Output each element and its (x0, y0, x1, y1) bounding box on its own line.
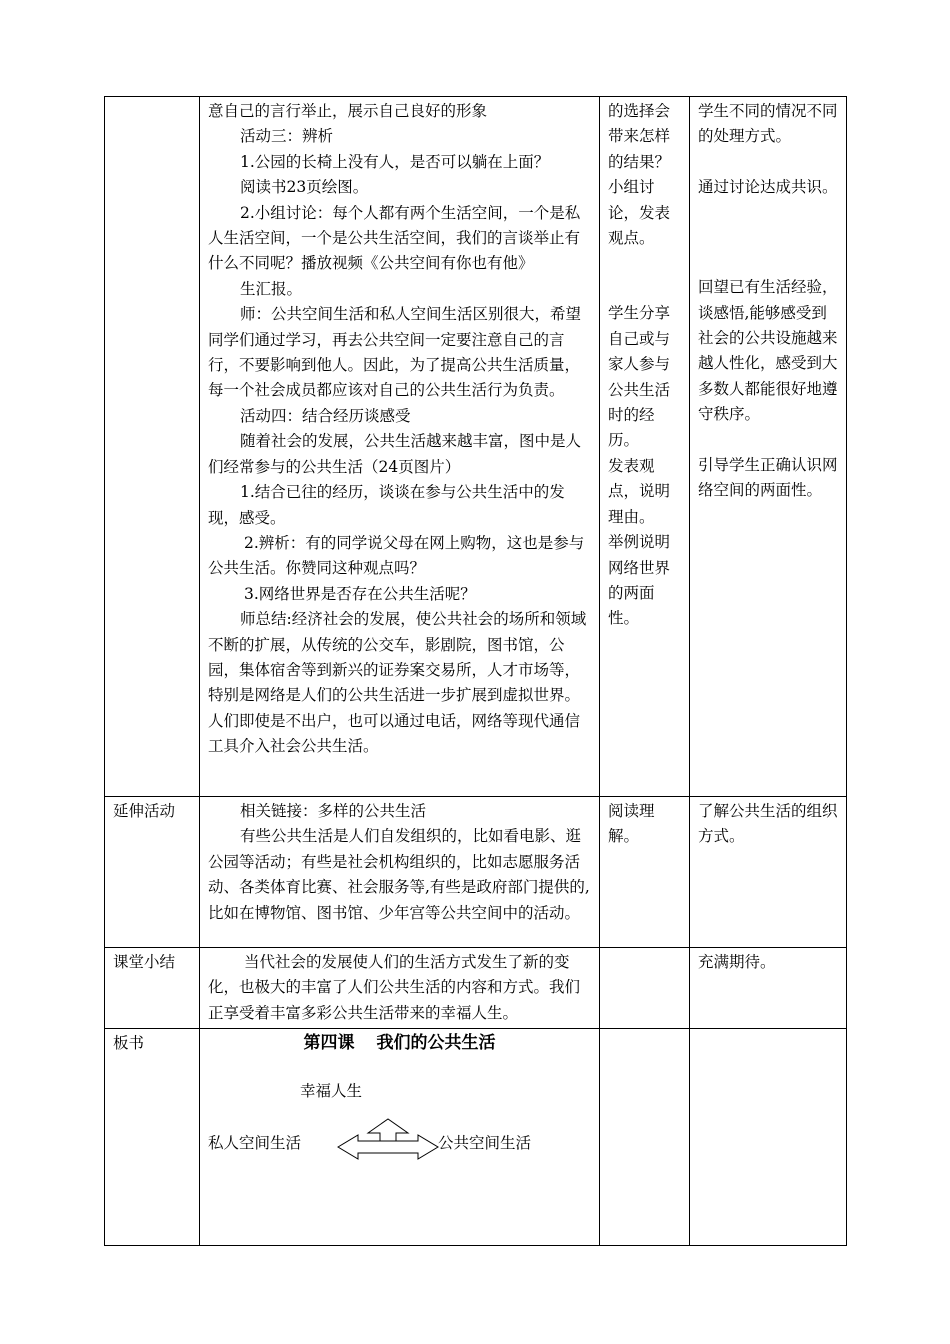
intent-cell-activities (690, 97, 847, 797)
student-note: 学生分享自己或与家人参与公共生活时的经历。 (608, 304, 671, 450)
content-cell-summary (200, 948, 600, 1029)
label-cell-board: 板书 (105, 1029, 200, 1246)
content-line: 1.公园的长椅上没有人，是否可以躺在上面？ (240, 152, 550, 171)
spacer (698, 225, 838, 250)
intent-note: 学生不同的情况不同的处理方式。 (698, 102, 838, 146)
related-link-heading: 相关链接：多样的公共生活 (240, 802, 427, 820)
student-note: 的选择会带来怎样的结果？ (608, 102, 671, 171)
table-row-activities (105, 97, 847, 797)
summary-paragraph: 当代社会的发展使人们的生活方式发生了新的变化，也极大的丰富了人们公共生活的内容和方式。我们正享受着丰富多彩公共生活带来的幸福人生。 (208, 953, 581, 1022)
student-cell-board (600, 1029, 690, 1246)
activity-three-heading: 活动三：辨析 (240, 127, 334, 146)
table-row-summary (105, 948, 847, 1029)
board-lesson-number: 第四课 (303, 1033, 355, 1054)
student-note: 小组讨论，发表观点。 (608, 178, 671, 248)
label-cell-extend: 延伸活动 (105, 797, 200, 948)
label-cell-summary: 课堂小结 (105, 948, 200, 1029)
table-row-board (105, 1029, 847, 1246)
content-line: 意自己的言行举止，展示自己良好的形象 (208, 102, 488, 120)
label-cell-empty (105, 97, 200, 797)
intent-cell-summary: 充满期待。 (690, 948, 847, 1029)
board-public-space: 公共空间生活 (438, 1134, 532, 1153)
content-paragraph: 1.结合已往的经历，谈谈在参与公共生活中的发现，感受。 (208, 483, 565, 527)
board-private-space: 私人空间生活 (208, 1134, 302, 1153)
board-title (208, 1031, 591, 1056)
spacer (608, 251, 681, 276)
student-note: 举例说明网络世界的两面性。 (608, 533, 671, 628)
content-paragraph: 有些公共生活是人们自发组织的，比如看电影、逛公园等活动；有些是社会机构组织的，比如志愿服务活动、各类体育比赛、社会服务等,有些是政府部门提供的,比如在博物馆、图书馆、少年宫等公共空间中的活动。 (208, 827, 590, 922)
content-line: 阅读书23页绘图。 (240, 178, 369, 197)
content-paragraph: 2.辨析：有的同学说父母在网上购物，这也是参与公共生活。你赞同这种观点吗？ (208, 533, 585, 578)
board-lesson-name: 我们的公共生活 (376, 1033, 496, 1054)
content-paragraph: 2.小组讨论：每个人都有两个生活空间，一个是私人生活空间，一个是公共生活空间，我们的言谈举止有什么不同呢？播放视频《公共空间有你也有他》 (208, 203, 581, 273)
content-line: 3.网络世界是否存在公共生活呢？ (244, 584, 476, 603)
board-happy-life: 幸福人生 (300, 1082, 363, 1101)
student-note: 发表观点，说明理由。 (608, 456, 671, 526)
content-cell-extend (200, 797, 600, 948)
lesson-plan-table (104, 96, 847, 1246)
content-line: 生汇报。 (240, 279, 303, 298)
content-cell-board (200, 1029, 600, 1246)
spacer (698, 428, 838, 453)
teacher-summary: 师总结:经济社会的发展，使公共社会的场所和领域不断的扩展，从传统的公交车，影剧院，图书馆，公园，集体宿舍等到新兴的证券案交易所，人才市场等，特别是网络是人们的公共生活进一步扩展到虚拟世界。人们即使是不出户，也可以通过电话，网络等现代通信工具介入社会公共生活。 (208, 610, 587, 756)
content-cell-activities (200, 97, 600, 797)
activity-four-heading: 活动四：结合经历谈感受 (240, 406, 411, 425)
intent-cell-board (690, 1029, 847, 1246)
student-cell-summary (600, 948, 690, 1029)
intent-note: 通过讨论达成共识。 (698, 177, 838, 196)
intent-note: 引导学生正确认识网络空间的两面性。 (698, 455, 838, 500)
blackboard-layout (208, 1031, 591, 1241)
board-arrows-diagram (318, 1111, 458, 1171)
content-paragraph: 随着社会的发展，公共生活越来越丰富，图中是人们经常参与的公共生活（24页图片） (208, 432, 582, 476)
intent-note: 回望已有生活经验，谈感悟,能够感受到社会的公共设施越来越人性化，感受到大多数人都能很好地遵守秩序。 (698, 278, 838, 424)
intent-cell-extend: 了解公共生活的组织方式。 (690, 797, 847, 948)
up-arrow-shape (368, 1119, 408, 1141)
table-row-extend (105, 797, 847, 948)
spacer (698, 150, 838, 175)
student-cell-activities (600, 97, 690, 797)
content-paragraph: 师：公共空间生活和私人空间生活区别很大，希望同学们通过学习，再去公共空间一定要注意自己的言行，不要影响到他人。因此，为了提高公共生活质量，每一个社会成员都应该对自己的公共生活行为负责。 (208, 305, 582, 400)
spacer (608, 276, 681, 301)
spacer (698, 200, 838, 225)
spacer (698, 250, 838, 275)
student-cell-extend: 阅读理解。 (600, 797, 690, 948)
